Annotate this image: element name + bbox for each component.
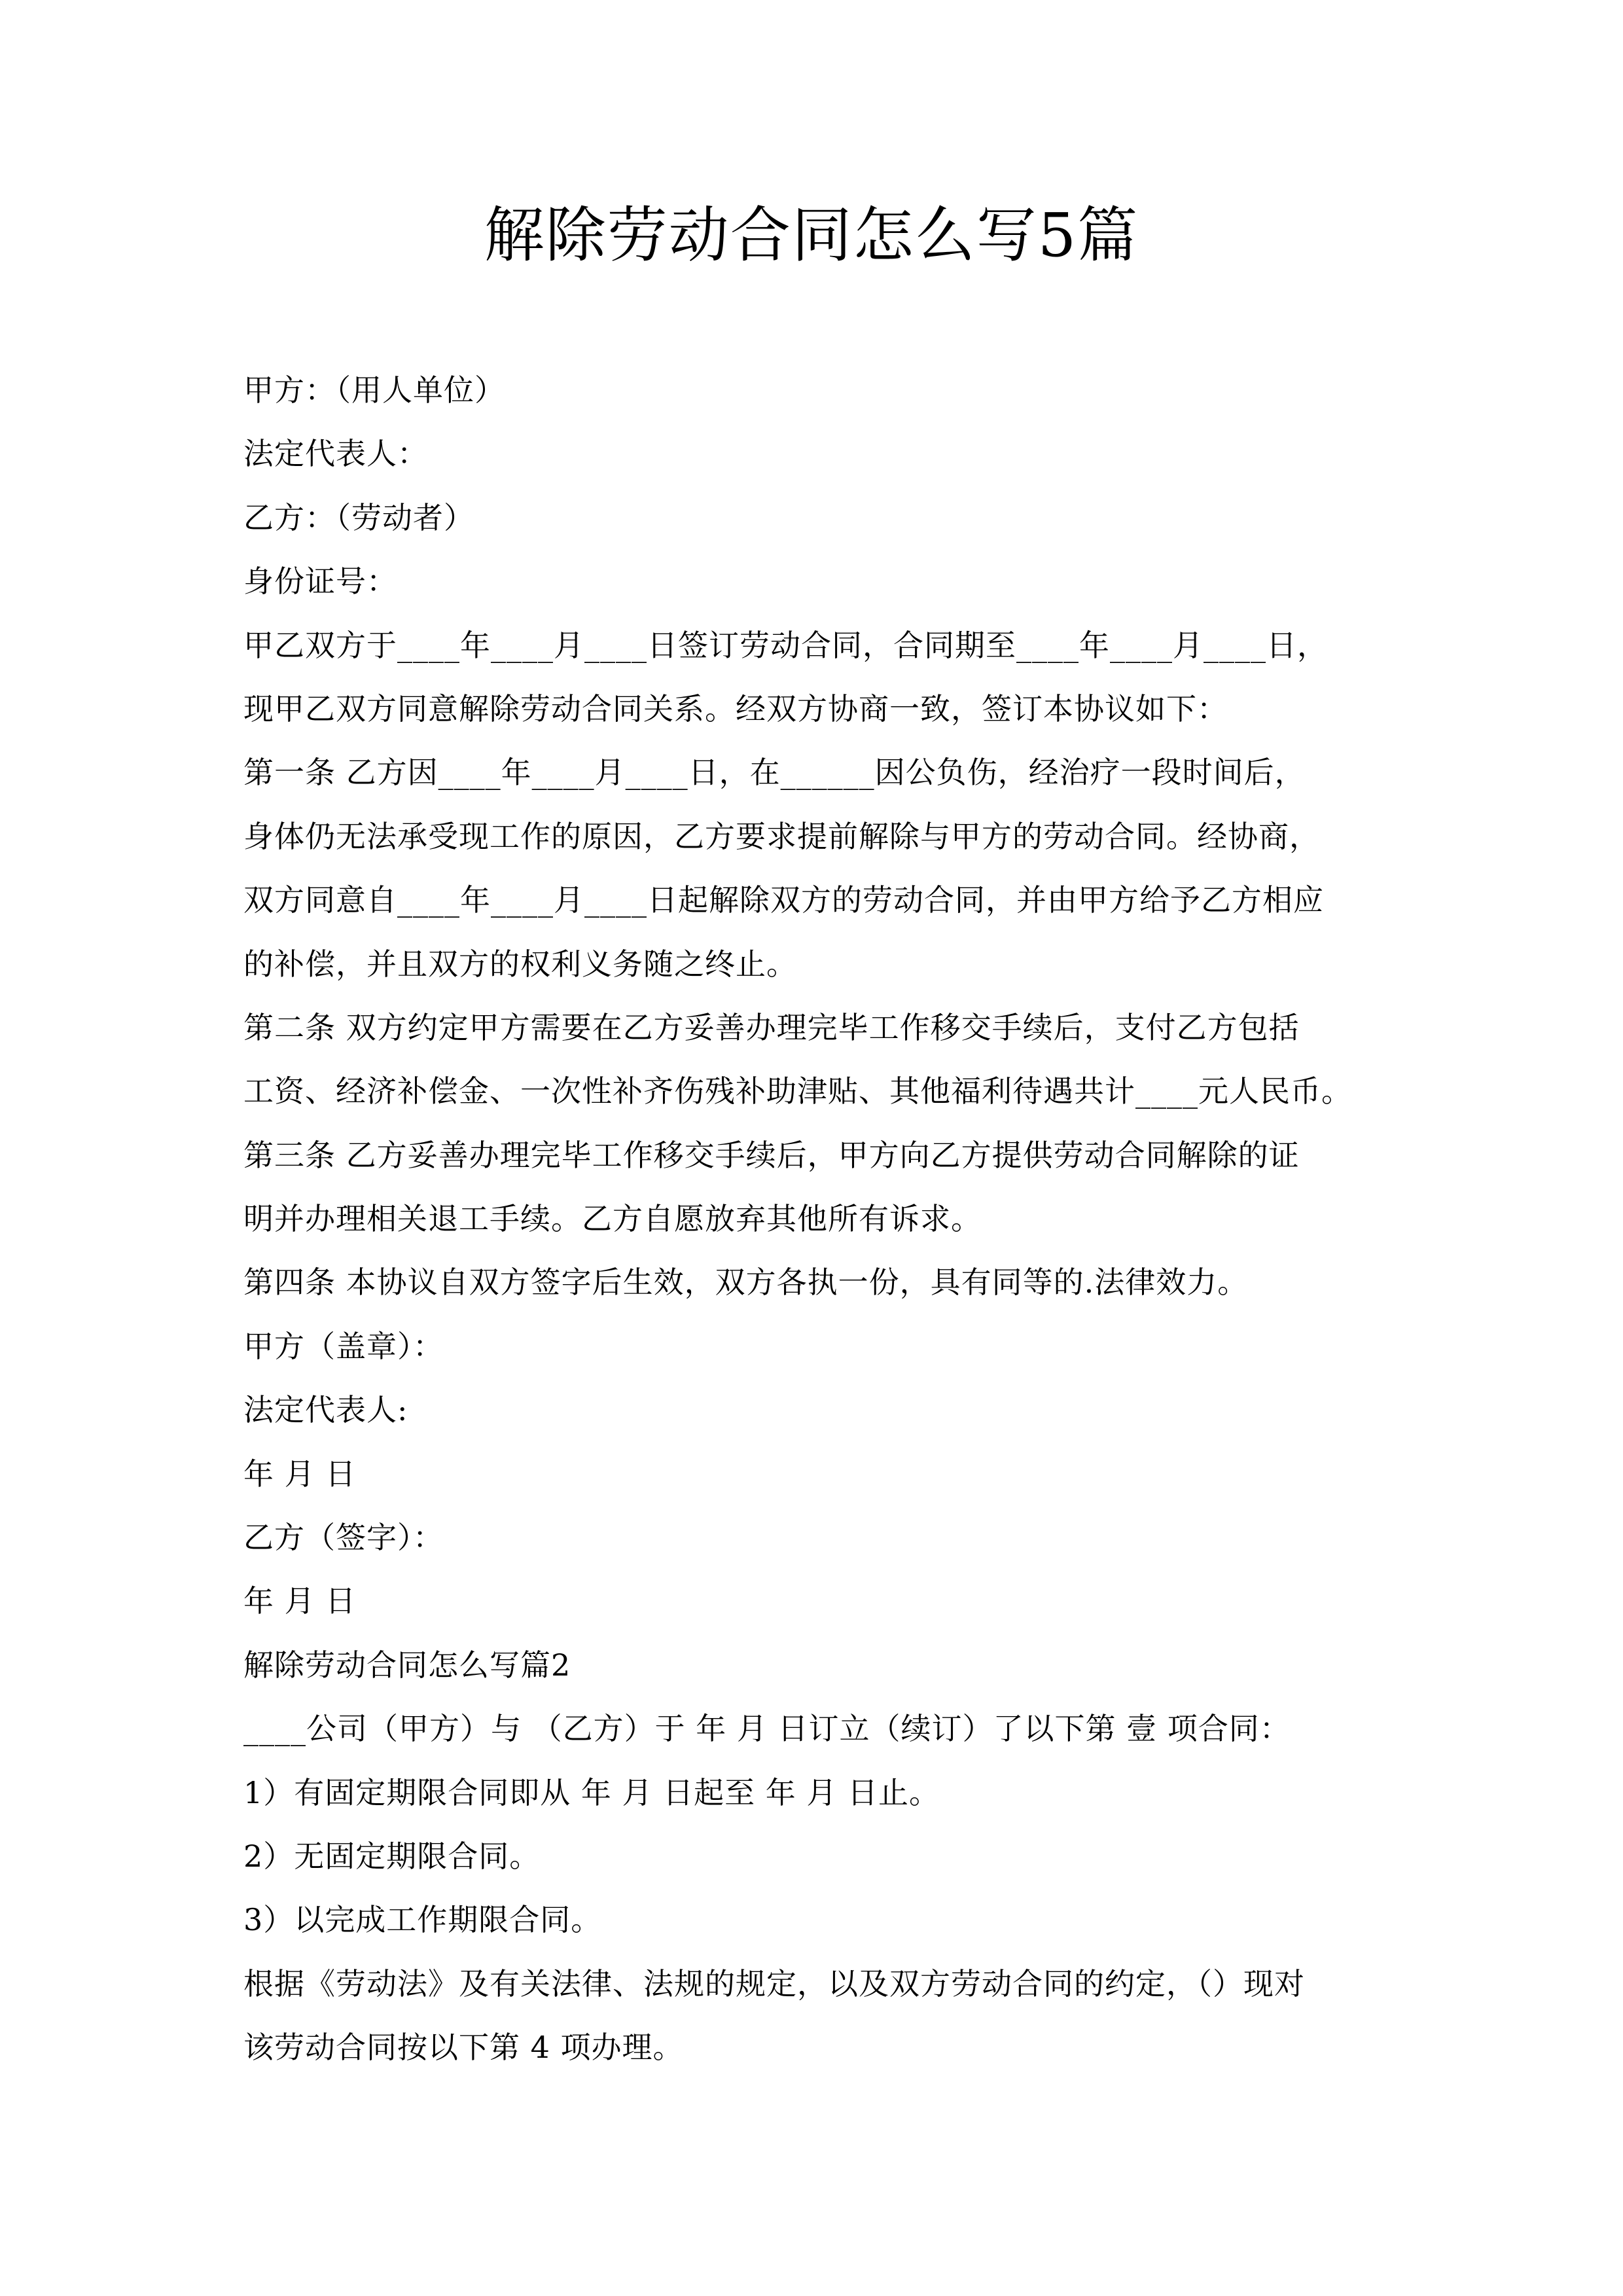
paragraph-line: 根据《劳动法》及有关法律、法规的规定，以及双方劳动合同的约定，（）现对	[243, 1965, 1305, 2001]
paragraph-line: 现甲乙双方同意解除劳动合同关系。经双方协商一致，签订本协议如下：	[243, 691, 1228, 726]
article-4-line: 第四条 本协议自双方签字后生效，双方各执一份，具有同等的.法律效力。	[243, 1265, 1249, 1300]
article-2-line: 工资、经济补偿金、一次性补齐伤残补助津贴、其他福利待遇共计____元人民币。	[243, 1073, 1352, 1109]
party-b-line: 乙方：（劳动者）	[243, 499, 474, 535]
paragraph-line: ____公司（甲方）与 （乙方）于 年 月 日订立（续订）了以下第 壹 项合同：	[243, 1711, 1291, 1747]
article-1-line: 的补偿，并且双方的权利义务随之终止。	[243, 946, 797, 982]
id-number-line: 身份证号：	[243, 564, 397, 600]
article-3-line: 明并办理相关退工手续。乙方自愿放弃其他所有诉求。	[243, 1201, 982, 1237]
list-item: 1）有固定期限合同即从 年 月 日起至 年 月 日止。	[243, 1774, 940, 1810]
date-line: 年 月 日	[243, 1456, 357, 1492]
article-1-line: 第一条 乙方因____年____月____日，在______因公负伤，经治疗一段时间后，	[243, 755, 1306, 791]
legal-representative-line: 法定代表人：	[243, 436, 428, 472]
article-2-line: 第二条 双方约定甲方需要在乙方妥善办理完毕工作移交手续后，支付乙方包括	[243, 1009, 1300, 1045]
paragraph-line: 该劳动合同按以下第 4 项办理。	[243, 2030, 684, 2066]
party-a-line: 甲方：（用人单位）	[243, 372, 505, 408]
date-line: 年 月 日	[243, 1583, 357, 1619]
list-item: 3）以完成工作期限合同。	[243, 1902, 602, 1938]
document-title: 解除劳动合同怎么写5篇	[484, 200, 1139, 270]
party-a-seal-line: 甲方（盖章）：	[243, 1328, 444, 1364]
legal-representative-signature-line: 法定代表人:	[243, 1392, 408, 1428]
article-1-line: 身体仍无法承受现工作的原因，乙方要求提前解除与甲方的劳动合同。经协商，	[243, 818, 1320, 854]
article-3-line: 第三条 乙方妥善办理完毕工作移交手续后，甲方向乙方提供劳动合同解除的证	[243, 1137, 1300, 1173]
paragraph-line: 甲乙双方于____年____月____日签订劳动合同，合同期至____年____月____日，	[243, 627, 1328, 663]
list-item: 2）无固定期限合同。	[243, 1838, 541, 1874]
section-2-heading: 解除劳动合同怎么写篇2	[243, 1647, 571, 1683]
party-b-signature-line: 乙方（签字）：	[243, 1520, 444, 1556]
document-body	[243, 359, 1395, 2080]
article-1-line: 双方同意自____年____月____日起解除双方的劳动合同，并由甲方给予乙方相应	[243, 882, 1324, 918]
